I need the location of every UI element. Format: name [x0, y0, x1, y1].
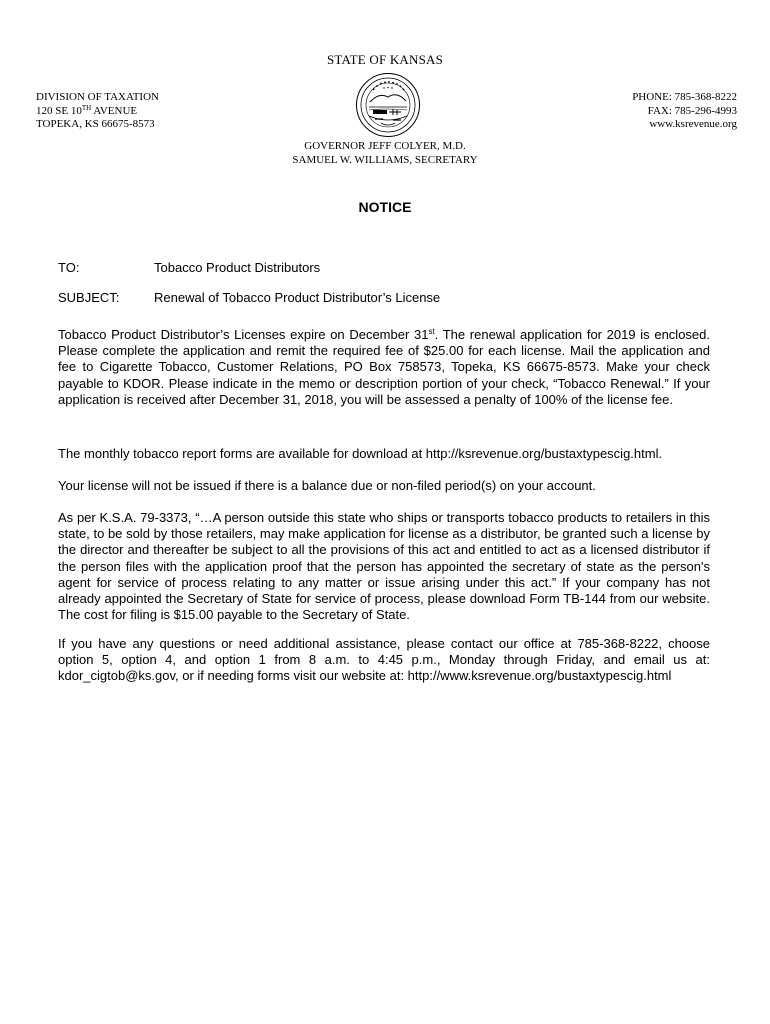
division-name: DIVISION OF TAXATION	[36, 91, 159, 103]
paragraph-contact: If you have any questions or need additional assistance, please contact our office at 785-368-8222, choose option 5, option 4, and option 1 from 8 a.m. to 4:45 p.m., Monday through Friday, and email us at: kdor_cigtob@ks.gov, or if needing forms visit our website at: http://www.ksrevenue.org/bustaxtypescig.html	[58, 636, 710, 684]
governor-name: GOVERNOR JEFF COLYER, M.D.	[304, 140, 466, 152]
website-url: www.ksrevenue.org	[649, 118, 737, 130]
secretary-name: SAMUEL W. WILLIAMS, SECRETARY	[292, 154, 478, 166]
street-suffix: TH	[81, 103, 92, 112]
fax-number: FAX: 785-296-4993	[647, 104, 737, 117]
paragraph-renewal-start: Tobacco Product Distributor’s Licenses expire on December 31	[58, 327, 429, 342]
paragraph-renewal	[58, 327, 710, 408]
to-label: TO:	[58, 260, 80, 275]
street-number: 120 SE 10	[36, 104, 82, 117]
subject-row	[58, 290, 440, 305]
to-row	[58, 260, 320, 275]
notice-title: NOTICE	[358, 199, 412, 215]
to-value: Tobacco Product Distributors	[154, 260, 321, 275]
paragraph-renewal-rest: . The renewal application for 2019 is enclosed. Please complete the application and remit the required fee of $25.00 for each license. Mail the application and fee to Cigarette Tobacco, Customer Relations, PO Box 758573, Topeka, KS 66675-8573. Make your check payable to KDOR. Please indicate in the memo or description portion of your check, “Tobacco Renewal.” If your application is received after December 31, 2018, you will be assessed a penalty of 100% of the license fee.	[58, 327, 710, 407]
ordinal-suffix: st	[428, 327, 435, 336]
street-name: AVENUE	[91, 104, 138, 117]
state-title: STATE OF KANSAS	[326, 52, 444, 67]
subject-label: SUBJECT:	[58, 290, 120, 305]
paragraph-report-forms: The monthly tobacco report forms are available for download at http://ksrevenue.org/bustaxtypescig.html.	[58, 446, 663, 461]
phone-number: PHONE: 785-368-8222	[632, 91, 737, 103]
division-address	[36, 91, 159, 132]
contact-info	[632, 91, 737, 132]
paragraph-license-balance: Your license will not be issued if there is a balance due or non-filed period(s) on your account.	[58, 478, 596, 493]
subject-value: Renewal of Tobacco Product Distributor’s License	[154, 290, 441, 305]
city-zip: TOPEKA, KS 66675-8573	[36, 118, 155, 130]
paragraph-statute: As per K.S.A. 79-3373, “…A person outside this state who ships or transports tobacco products to retailers in this state, to be sold by those retailers, may make application for license as a distributor, be granted such a license by the director and thereafter be subject to all the provisions of this act and entitled to act as a licensed distributor if the person files with the application proof that the person has appointed the secretary of state as the person's agent for service of process relating to any matter or issue arising under this act.” If your company has not already appointed the Secretary of State for service of process, please download Form TB-144 from our website. The cost for filing is $15.00 payable to the Secretary of State.	[58, 510, 710, 623]
street-address	[36, 105, 159, 119]
officials-block	[0, 139, 770, 167]
kansas-seal-icon	[355, 72, 421, 138]
